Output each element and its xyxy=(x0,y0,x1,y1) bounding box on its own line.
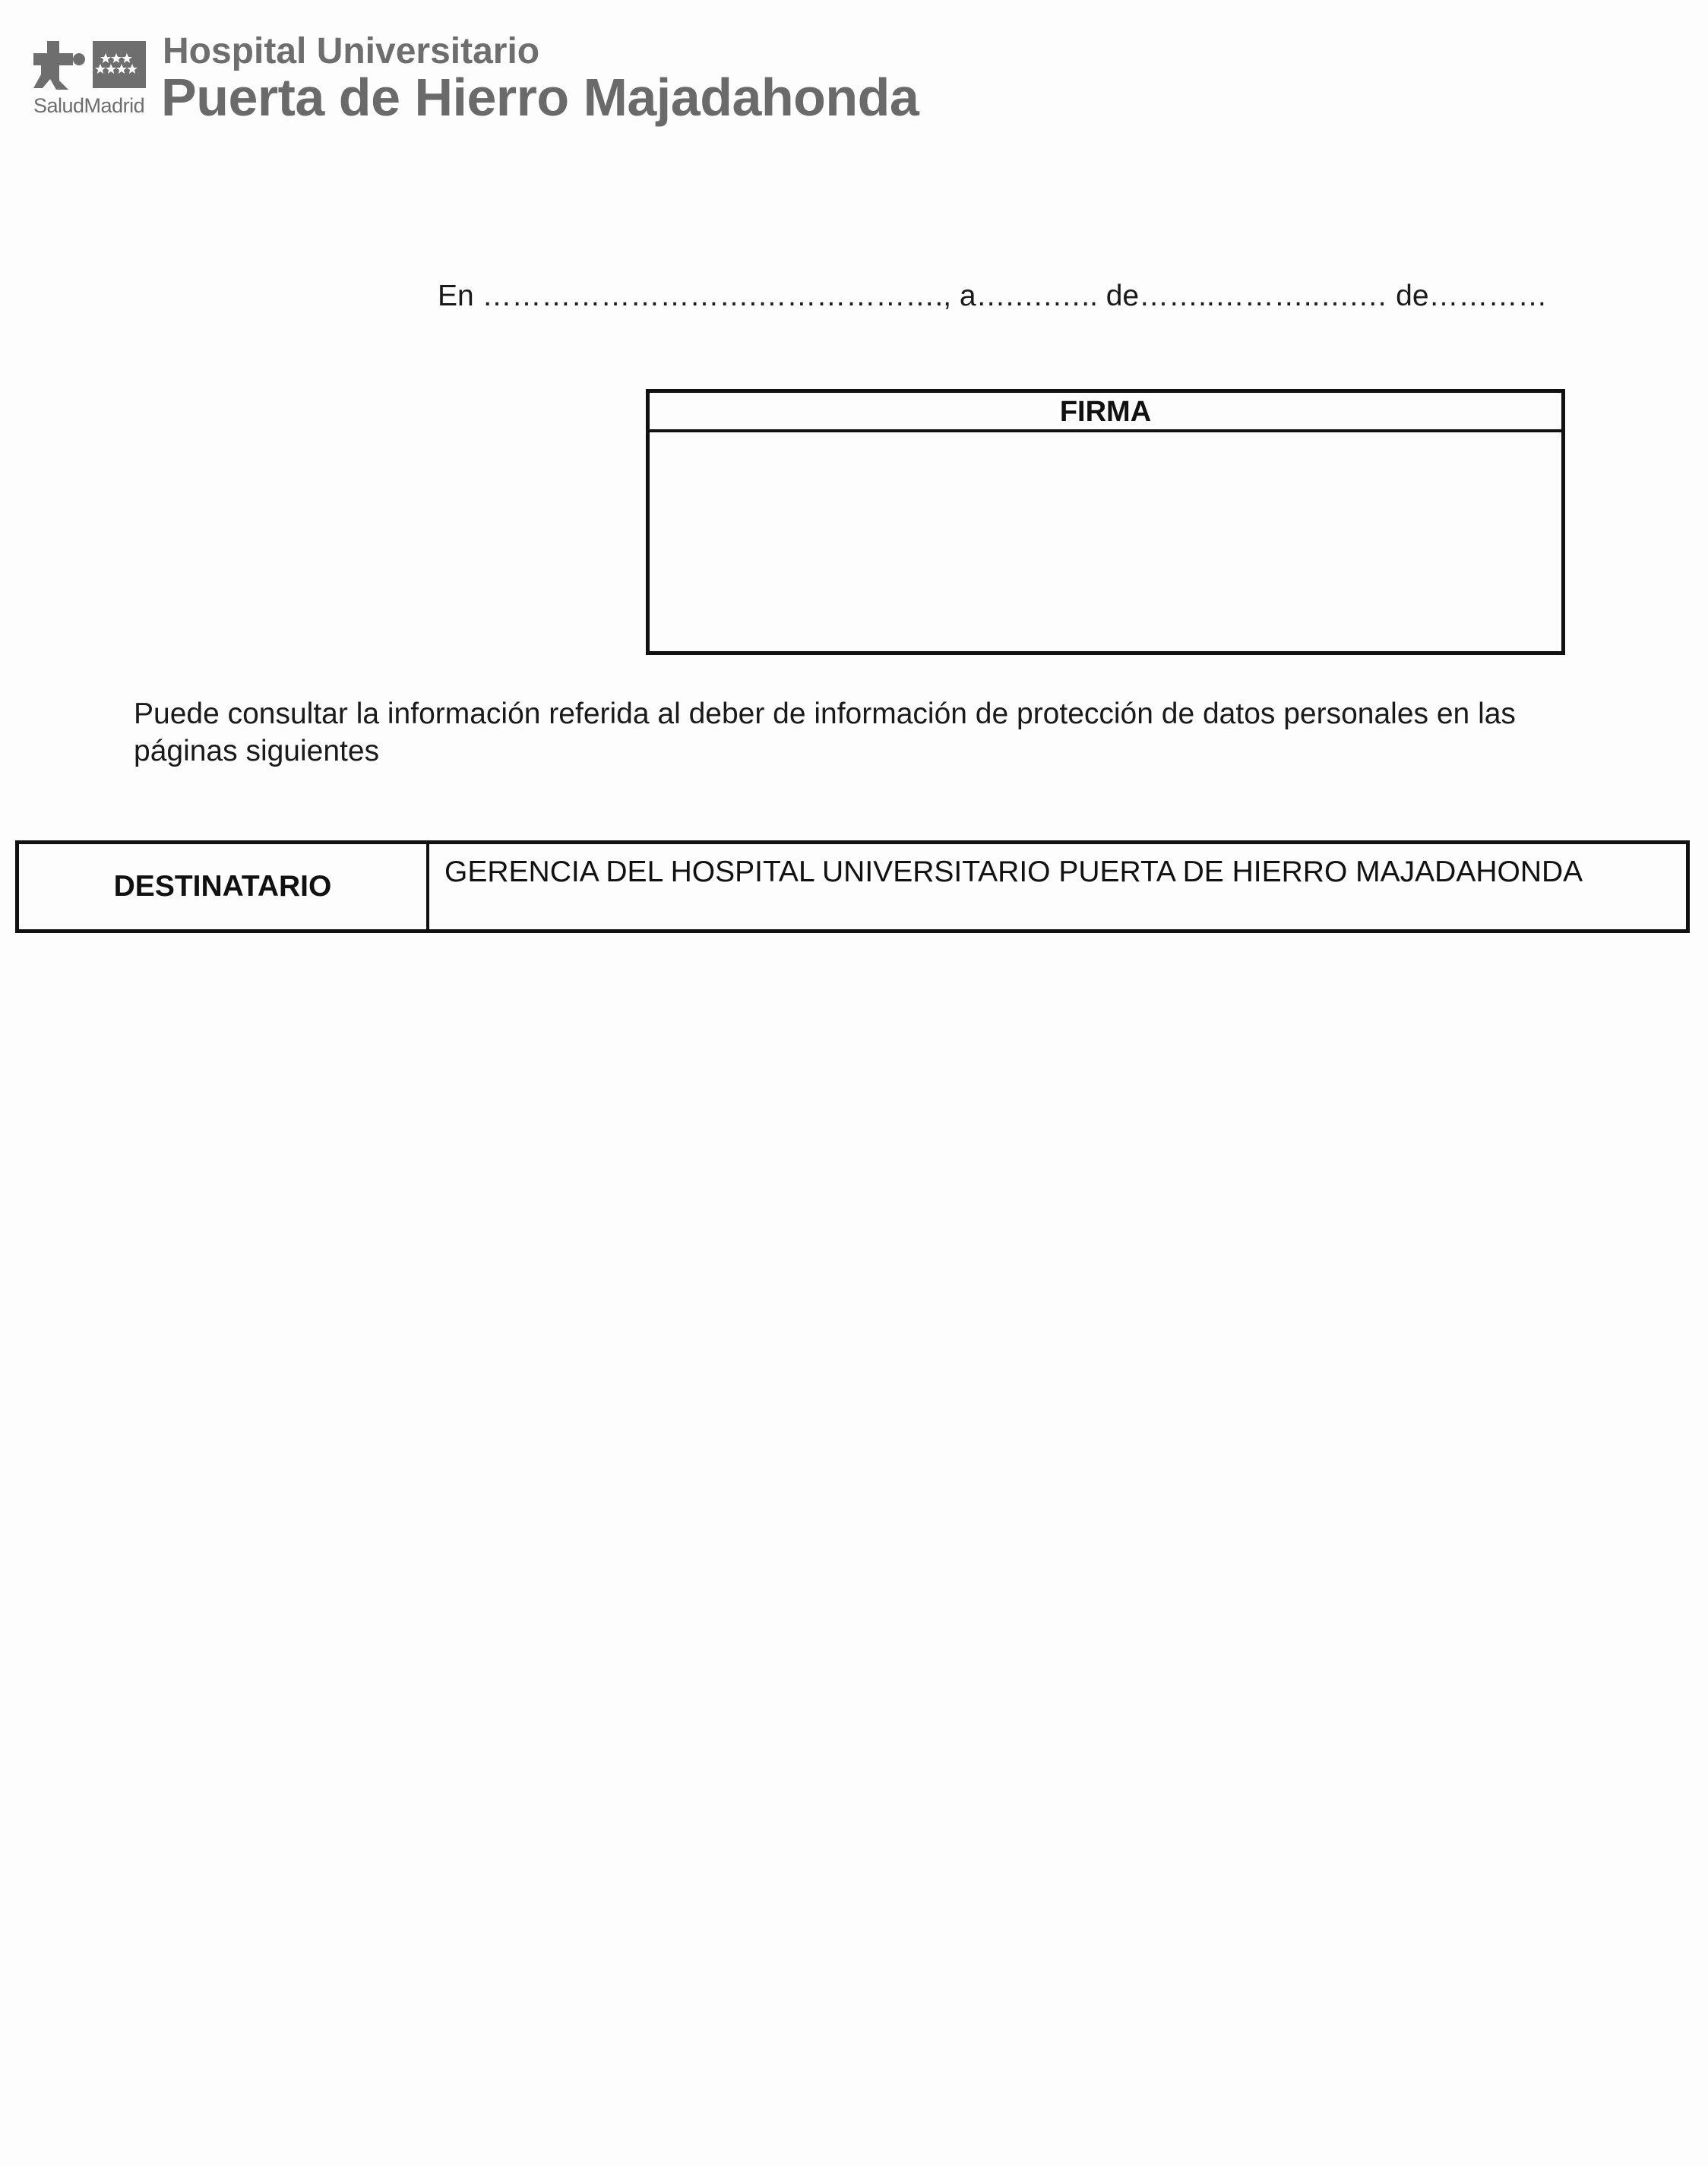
signature-area[interactable] xyxy=(650,432,1561,651)
page-header xyxy=(33,30,1021,129)
hospital-name-line2: Puerta de Hierro Majadahonda xyxy=(161,68,919,127)
recipient-table xyxy=(15,840,1690,933)
recipient-label: DESTINATARIO xyxy=(19,844,429,929)
recipient-value: GERENCIA DEL HOSPITAL UNIVERSITARIO PUERTA DE HIERRO MAJADAHONDA xyxy=(444,856,1583,888)
logo-caption: SaludMadrid xyxy=(33,94,145,117)
signature-label: FIRMA xyxy=(650,393,1561,432)
hospital-name-line1: Hospital Universitario xyxy=(163,31,540,71)
signature-box xyxy=(646,389,1565,655)
data-protection-notice: Puede consultar la información referida al deber de información de protección de datos personales en las páginas siguientes xyxy=(134,698,1516,767)
place-date-line[interactable]: En ……………………….………………., a….….….. de……..………..….… de………… xyxy=(438,280,1548,312)
salud-madrid-logo-icon xyxy=(33,35,147,94)
